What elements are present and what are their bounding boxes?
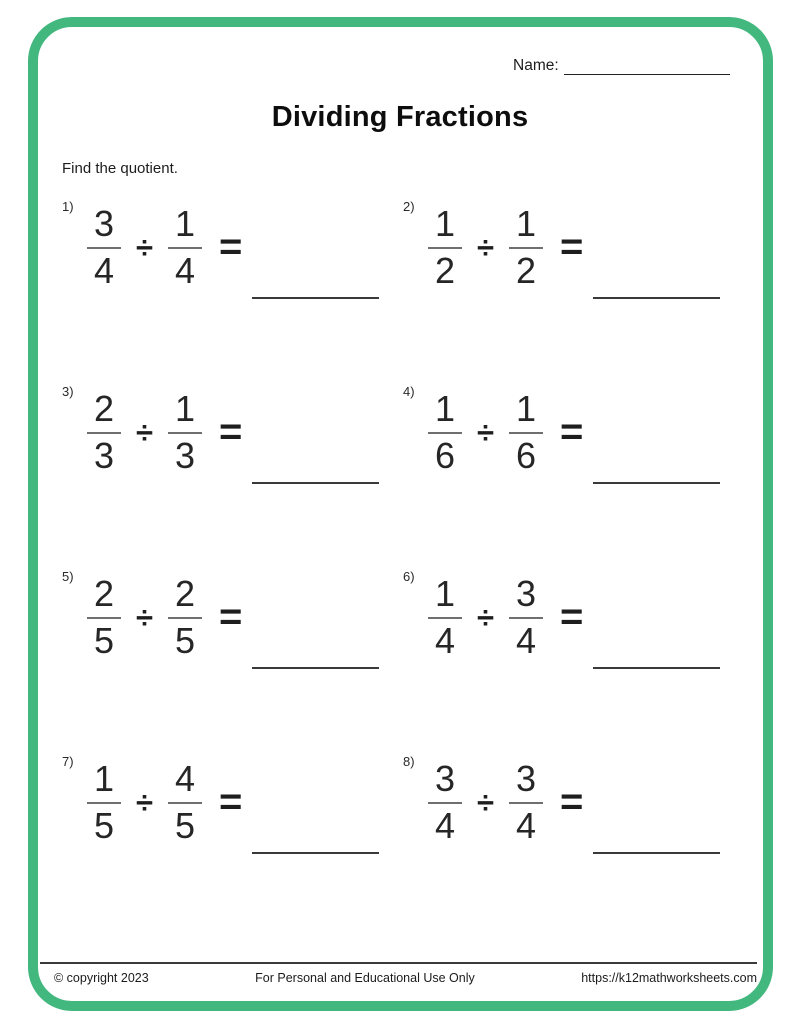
numerator: 1 [516,203,537,244]
fraction-dividend [82,758,126,846]
fraction-bar [87,432,121,434]
denominator: 6 [434,434,456,476]
denominator: 2 [516,249,537,291]
equation-row [82,573,379,661]
fraction-dividend [82,573,126,661]
denominator: 5 [175,619,196,661]
problem-5 [62,564,403,749]
division-sign: ÷ [477,414,495,450]
answer-blank[interactable] [252,667,379,669]
denominator: 4 [175,249,196,291]
numerator: 2 [93,573,115,614]
equation-row [423,573,720,661]
numerator: 1 [434,388,456,429]
problems-grid [62,194,742,934]
fraction-dividend [82,203,126,291]
problem-number: 2) [403,199,415,214]
footer-usage-note: For Personal and Educational Use Only [255,971,475,985]
fraction-divisor [163,758,207,846]
denominator: 6 [516,434,537,476]
denominator: 4 [434,619,456,661]
fraction-bar [168,617,202,619]
name-row [513,57,730,75]
numerator: 1 [434,573,456,614]
fraction-divisor [163,388,207,476]
problem-number: 5) [62,569,74,584]
division-sign: ÷ [136,784,154,820]
numerator: 3 [434,758,456,799]
fraction-divisor [504,573,548,661]
equation-row [423,203,720,291]
fraction-bar [428,432,462,434]
equals-sign: = [560,596,584,639]
footer [40,962,757,985]
problem-4 [403,379,744,564]
fraction-bar [168,802,202,804]
denominator: 4 [93,249,115,291]
division-sign: ÷ [136,599,154,635]
equals-sign: = [219,596,243,639]
numerator: 1 [434,203,456,244]
name-label: Name: [513,57,559,74]
equation-row [82,758,379,846]
fraction-divisor [163,203,207,291]
problem-8 [403,749,744,934]
fraction-divisor [504,758,548,846]
fraction-bar [87,617,121,619]
equals-sign: = [560,781,584,824]
numerator: 2 [175,573,196,614]
fraction-divisor [163,573,207,661]
denominator: 5 [93,619,115,661]
equation-row [423,388,720,476]
answer-blank[interactable] [252,852,379,854]
denominator: 2 [434,249,456,291]
equation-row [82,388,379,476]
fraction-bar [509,247,543,249]
fraction-divisor [504,203,548,291]
denominator: 4 [434,804,456,846]
problem-number: 8) [403,754,415,769]
answer-blank[interactable] [593,667,720,669]
problem-1 [62,194,403,379]
page-title: Dividing Fractions [271,101,529,133]
problem-number: 4) [403,384,415,399]
fraction-bar [168,247,202,249]
numerator: 4 [175,758,196,799]
fraction-dividend [423,388,467,476]
fraction-bar [509,617,543,619]
fraction-bar [87,247,121,249]
denominator: 4 [516,619,537,661]
fraction-bar [509,802,543,804]
fraction-bar [87,802,121,804]
equals-sign: = [560,411,584,454]
footer-url-link[interactable]: https://k12mathworksheets.com [581,971,757,985]
denominator: 5 [175,804,196,846]
problem-number: 6) [403,569,415,584]
numerator: 2 [93,388,115,429]
answer-blank[interactable] [593,852,720,854]
instruction-text: Find the quotient. [62,160,178,177]
denominator: 4 [516,804,537,846]
fraction-divisor [504,388,548,476]
numerator: 3 [93,203,115,244]
equals-sign: = [560,226,584,269]
equation-row [82,203,379,291]
numerator: 1 [175,203,196,244]
fraction-bar [168,432,202,434]
footer-copyright: © copyright 2023 [54,971,149,985]
fraction-bar [428,617,462,619]
problem-number: 3) [62,384,74,399]
problem-number: 1) [62,199,74,214]
numerator: 1 [93,758,115,799]
equation-row [423,758,720,846]
problem-6 [403,564,744,749]
answer-blank[interactable] [252,297,379,299]
numerator: 3 [516,758,537,799]
denominator: 3 [93,434,115,476]
answer-blank[interactable] [593,297,720,299]
denominator: 3 [175,434,196,476]
division-sign: ÷ [477,229,495,265]
problem-2 [403,194,744,379]
fraction-bar [428,802,462,804]
denominator: 5 [93,804,115,846]
numerator: 3 [516,573,537,614]
problem-7 [62,749,403,934]
fraction-dividend [423,203,467,291]
fraction-bar [509,432,543,434]
division-sign: ÷ [136,414,154,450]
fraction-bar [428,247,462,249]
name-blank[interactable] [564,58,730,75]
fraction-dividend [82,388,126,476]
equals-sign: = [219,226,243,269]
fraction-dividend [423,758,467,846]
division-sign: ÷ [477,599,495,635]
equals-sign: = [219,781,243,824]
answer-blank[interactable] [593,482,720,484]
problem-number: 7) [62,754,74,769]
division-sign: ÷ [477,784,495,820]
division-sign: ÷ [136,229,154,265]
fraction-dividend [423,573,467,661]
problem-3 [62,379,403,564]
numerator: 1 [175,388,196,429]
answer-blank[interactable] [252,482,379,484]
numerator: 1 [516,388,537,429]
equals-sign: = [219,411,243,454]
